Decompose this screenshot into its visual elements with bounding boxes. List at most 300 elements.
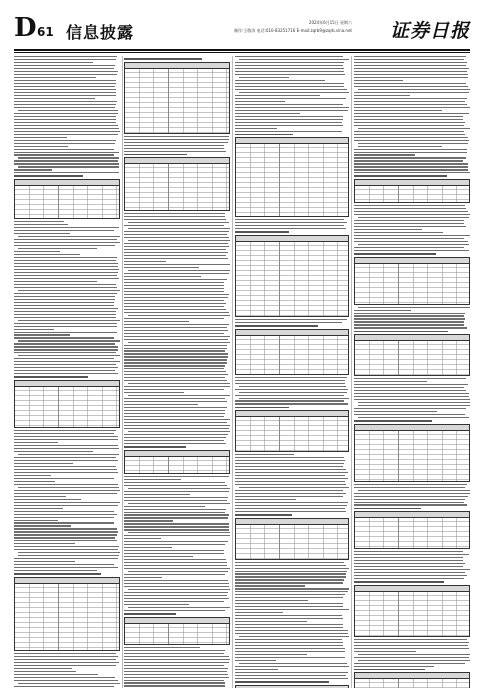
text-line [14, 493, 117, 494]
text-line [124, 309, 226, 310]
text-line [235, 389, 348, 390]
text-line [14, 370, 115, 371]
text-line [124, 345, 227, 346]
text-line [235, 80, 325, 81]
text-line [14, 146, 68, 147]
text-line [124, 653, 224, 654]
text-line [14, 466, 116, 467]
text-line [235, 469, 346, 470]
text-line [124, 428, 229, 429]
text-line [235, 478, 348, 479]
data-table [124, 450, 230, 474]
text-line [18, 320, 120, 321]
text-line [235, 642, 343, 643]
text-line [124, 249, 226, 250]
text-line [14, 233, 70, 234]
text-line [124, 647, 200, 648]
text-line [14, 472, 118, 473]
text-line [239, 398, 349, 399]
text-line [18, 355, 120, 356]
text-line [235, 490, 343, 491]
text-line [14, 674, 98, 675]
text-line [354, 238, 464, 239]
text-line [14, 665, 116, 666]
text-line [14, 570, 97, 571]
text-line [354, 651, 416, 652]
page-number: 61 [37, 25, 54, 39]
table-block [14, 573, 120, 651]
table-caption [354, 253, 436, 255]
text-line [354, 578, 464, 579]
text-line [354, 211, 468, 212]
text-line [18, 248, 97, 249]
text-line [354, 116, 463, 117]
table-header-row [236, 236, 348, 242]
text-line [14, 522, 114, 523]
text-line [128, 342, 230, 343]
text-line [14, 308, 118, 309]
text-line [124, 219, 226, 220]
text-line [128, 488, 230, 489]
text-line [235, 597, 343, 598]
text-line [354, 390, 466, 391]
text-line [14, 490, 120, 491]
text-line [124, 350, 225, 351]
table-block [124, 58, 230, 134]
text-line [14, 101, 117, 102]
text-line [354, 487, 465, 488]
masthead [14, 14, 470, 48]
text-line [124, 592, 228, 593]
text-line [235, 472, 348, 473]
text-line [128, 222, 229, 223]
text-line [128, 315, 230, 316]
text-line [14, 269, 119, 270]
text-line [14, 505, 118, 506]
text-line [124, 583, 229, 584]
text-line [14, 245, 115, 246]
text-line [235, 585, 305, 586]
text-line [358, 217, 469, 218]
text-line [235, 113, 300, 114]
text-line [14, 659, 116, 660]
text-line [14, 172, 119, 173]
text-line [14, 221, 64, 222]
text-line [14, 326, 117, 327]
text-line [354, 226, 466, 227]
column-1 [14, 56, 120, 688]
text-line [14, 463, 73, 464]
text-line [235, 56, 343, 57]
text-line [239, 77, 289, 78]
text-line [354, 313, 465, 314]
text-line [124, 401, 227, 402]
text-line [14, 373, 118, 374]
text-line [235, 484, 346, 485]
text-line [235, 562, 344, 563]
table-block [14, 175, 120, 219]
text-line [235, 475, 345, 476]
text-line [235, 322, 342, 323]
text-line [14, 499, 81, 500]
text-line [235, 219, 344, 220]
text-line [14, 86, 115, 87]
text-line [124, 494, 190, 495]
text-line [124, 680, 224, 681]
table-header-row [125, 618, 229, 624]
text-line [124, 234, 227, 235]
text-line [124, 407, 227, 408]
text-line [235, 508, 345, 509]
table-caption [354, 581, 444, 583]
data-table [235, 410, 349, 452]
text-line [124, 273, 229, 274]
text-line [354, 220, 464, 221]
text-line [235, 98, 346, 99]
text-line [14, 227, 119, 228]
text-line [235, 612, 283, 613]
text-line [235, 645, 343, 646]
text-line [354, 122, 465, 123]
text-line [14, 558, 118, 559]
text-line [124, 565, 227, 566]
table-caption [14, 175, 83, 177]
text-line [354, 310, 411, 311]
text-line [354, 493, 470, 494]
text-line [124, 389, 224, 390]
text-line [14, 656, 118, 657]
text-line [354, 229, 422, 230]
text-line [14, 169, 52, 170]
text-line [354, 657, 469, 658]
text-line [235, 672, 348, 673]
text-line [14, 275, 117, 276]
text-line [354, 250, 469, 251]
data-table [14, 577, 120, 651]
table-header-row [355, 180, 469, 186]
text-line [124, 359, 227, 360]
text-line [14, 343, 115, 344]
text-line [14, 517, 114, 518]
text-line [354, 56, 466, 57]
text-line [14, 478, 114, 479]
text-line [124, 276, 201, 277]
text-line [124, 610, 225, 611]
text-line [124, 520, 173, 521]
text-line [354, 137, 468, 138]
text-line [128, 607, 230, 608]
text-line [14, 346, 118, 347]
text-line [235, 395, 344, 396]
text-line [124, 321, 189, 322]
text-line [14, 677, 115, 678]
text-line [14, 349, 118, 350]
column-4 [354, 56, 470, 688]
text-line [124, 514, 229, 515]
text-line [354, 563, 465, 564]
text-line [124, 398, 225, 399]
text-line [14, 107, 115, 108]
data-table [235, 329, 349, 375]
text-line [18, 157, 119, 158]
table-header-row [125, 451, 229, 457]
text-line [124, 279, 227, 280]
text-line [235, 128, 277, 129]
text-line [14, 278, 119, 279]
text-line [358, 417, 469, 418]
text-line [235, 125, 343, 126]
text-line [235, 74, 345, 75]
text-line [124, 476, 229, 477]
text-line [354, 560, 463, 561]
text-line [124, 225, 224, 226]
text-line [124, 371, 226, 372]
table-header-row [15, 381, 119, 387]
text-line [124, 148, 224, 149]
text-line [128, 532, 230, 533]
text-line [18, 552, 120, 553]
text-line [124, 656, 229, 657]
text-line [124, 288, 224, 289]
text-line [235, 615, 342, 616]
table-caption [14, 376, 88, 378]
text-line [235, 669, 278, 670]
text-line [354, 648, 469, 649]
table-block [354, 175, 470, 203]
text-line [358, 654, 470, 655]
text-line [235, 633, 348, 634]
text-line [18, 683, 120, 684]
text-line [14, 104, 116, 105]
text-line [18, 290, 120, 291]
text-line [354, 551, 463, 552]
text-line [14, 484, 118, 485]
text-line [14, 311, 116, 312]
text-line [14, 358, 114, 359]
text-line [358, 244, 469, 245]
text-line [124, 142, 228, 143]
text-line [354, 496, 468, 497]
text-line [14, 671, 76, 672]
table-header-row [236, 411, 348, 417]
text-line [14, 534, 117, 535]
text-line [354, 62, 467, 63]
text-line [235, 603, 343, 604]
text-line [14, 56, 117, 57]
table-block [235, 134, 349, 218]
text-line [354, 232, 443, 233]
text-line [354, 327, 467, 328]
text-line [124, 377, 225, 378]
table-header-row [236, 519, 348, 525]
text-line [14, 293, 117, 294]
text-line [128, 503, 230, 504]
text-line [354, 235, 470, 236]
text-line [235, 107, 349, 108]
text-line [354, 321, 464, 322]
text-line [14, 131, 120, 132]
text-line [235, 618, 343, 619]
text-line [124, 547, 172, 548]
text-line [354, 381, 427, 382]
text-line [239, 487, 349, 488]
text-line [124, 491, 229, 492]
text-line [128, 383, 230, 384]
text-line [124, 139, 229, 140]
text-line [354, 557, 463, 558]
text-line [14, 160, 118, 161]
text-line [354, 484, 467, 485]
text-line [14, 260, 116, 261]
table-header-row [355, 673, 469, 679]
text-line [14, 251, 60, 252]
text-line [354, 59, 464, 60]
text-line [354, 208, 466, 209]
text-line [235, 95, 320, 96]
text-line [14, 125, 118, 126]
text-line [14, 511, 114, 512]
text-line [14, 332, 117, 333]
text-line [124, 595, 227, 596]
text-line [14, 439, 118, 440]
text-line [354, 86, 468, 87]
text-line [18, 487, 119, 488]
text-line [14, 119, 116, 120]
text-line [235, 627, 343, 628]
text-line [14, 528, 117, 529]
table-caption [354, 331, 448, 333]
text-line [14, 445, 118, 446]
text-line [124, 674, 228, 675]
text-line [354, 223, 464, 224]
text-line [235, 383, 345, 384]
table-block [14, 376, 120, 428]
text-line [124, 243, 228, 244]
text-line [124, 330, 228, 331]
text-line [354, 663, 465, 664]
text-line [124, 386, 230, 387]
text-line [124, 668, 228, 669]
text-line [14, 361, 120, 362]
text-line [14, 287, 117, 288]
table-header-row [355, 258, 469, 264]
text-line [124, 151, 226, 152]
text-line [14, 305, 114, 306]
text-line [14, 520, 58, 521]
column-divider [351, 56, 352, 688]
text-line [18, 110, 118, 111]
text-line [354, 575, 467, 576]
table-block [124, 154, 230, 212]
text-line [124, 665, 224, 666]
text-line [235, 110, 348, 111]
text-line [14, 296, 115, 297]
text-line [14, 481, 55, 482]
text-line [354, 71, 467, 72]
text-line [354, 642, 469, 643]
text-line [14, 314, 116, 315]
text-line [124, 659, 230, 660]
text-line [235, 380, 345, 381]
text-line [358, 405, 470, 406]
text-line [14, 531, 118, 532]
text-line [235, 639, 342, 640]
text-line [18, 166, 119, 167]
text-line [124, 529, 229, 530]
text-line [128, 240, 230, 241]
text-line [354, 68, 469, 69]
text-line [354, 113, 469, 114]
text-line [14, 561, 75, 562]
table-caption [354, 508, 421, 510]
text-line [235, 463, 344, 464]
text-line [124, 318, 224, 319]
text-line [354, 569, 470, 570]
text-line [354, 318, 465, 319]
text-line [124, 285, 224, 286]
text-line [14, 113, 118, 114]
text-line [235, 466, 343, 467]
data-table [235, 235, 349, 317]
text-line [14, 460, 118, 461]
text-line [235, 621, 307, 622]
text-line [358, 402, 470, 403]
text-line [14, 668, 72, 669]
column-divider [232, 56, 233, 688]
text-line [14, 496, 66, 497]
text-line [235, 131, 342, 132]
text-line [354, 157, 466, 158]
text-line [14, 154, 114, 155]
table-block [235, 407, 349, 453]
text-line [235, 588, 349, 589]
text-line [354, 247, 464, 248]
text-line [124, 255, 226, 256]
table-caption [235, 325, 318, 327]
table-header-row [236, 138, 348, 144]
data-table [124, 617, 230, 645]
table-header-row [355, 512, 469, 518]
text-line [14, 122, 116, 123]
text-line [354, 74, 468, 75]
text-line [14, 329, 54, 330]
text-line [354, 566, 463, 567]
table-header-row [125, 158, 229, 164]
text-line [124, 497, 228, 498]
text-line [14, 137, 67, 138]
text-line [235, 571, 347, 572]
text-line [235, 654, 307, 655]
text-line [14, 457, 116, 458]
text-line [235, 606, 343, 607]
text-line [124, 216, 225, 217]
text-line [235, 68, 344, 69]
text-line [14, 430, 116, 431]
text-line [354, 241, 468, 242]
text-line [354, 666, 434, 667]
data-table [354, 257, 470, 305]
text-line [124, 598, 229, 599]
text-line [14, 540, 117, 541]
table-caption [235, 407, 289, 409]
table-block [235, 514, 349, 560]
text-line [354, 172, 470, 173]
text-line [124, 482, 225, 483]
text-line [235, 660, 276, 661]
table-block [235, 681, 349, 688]
text-line [14, 143, 115, 144]
text-line [14, 239, 117, 240]
